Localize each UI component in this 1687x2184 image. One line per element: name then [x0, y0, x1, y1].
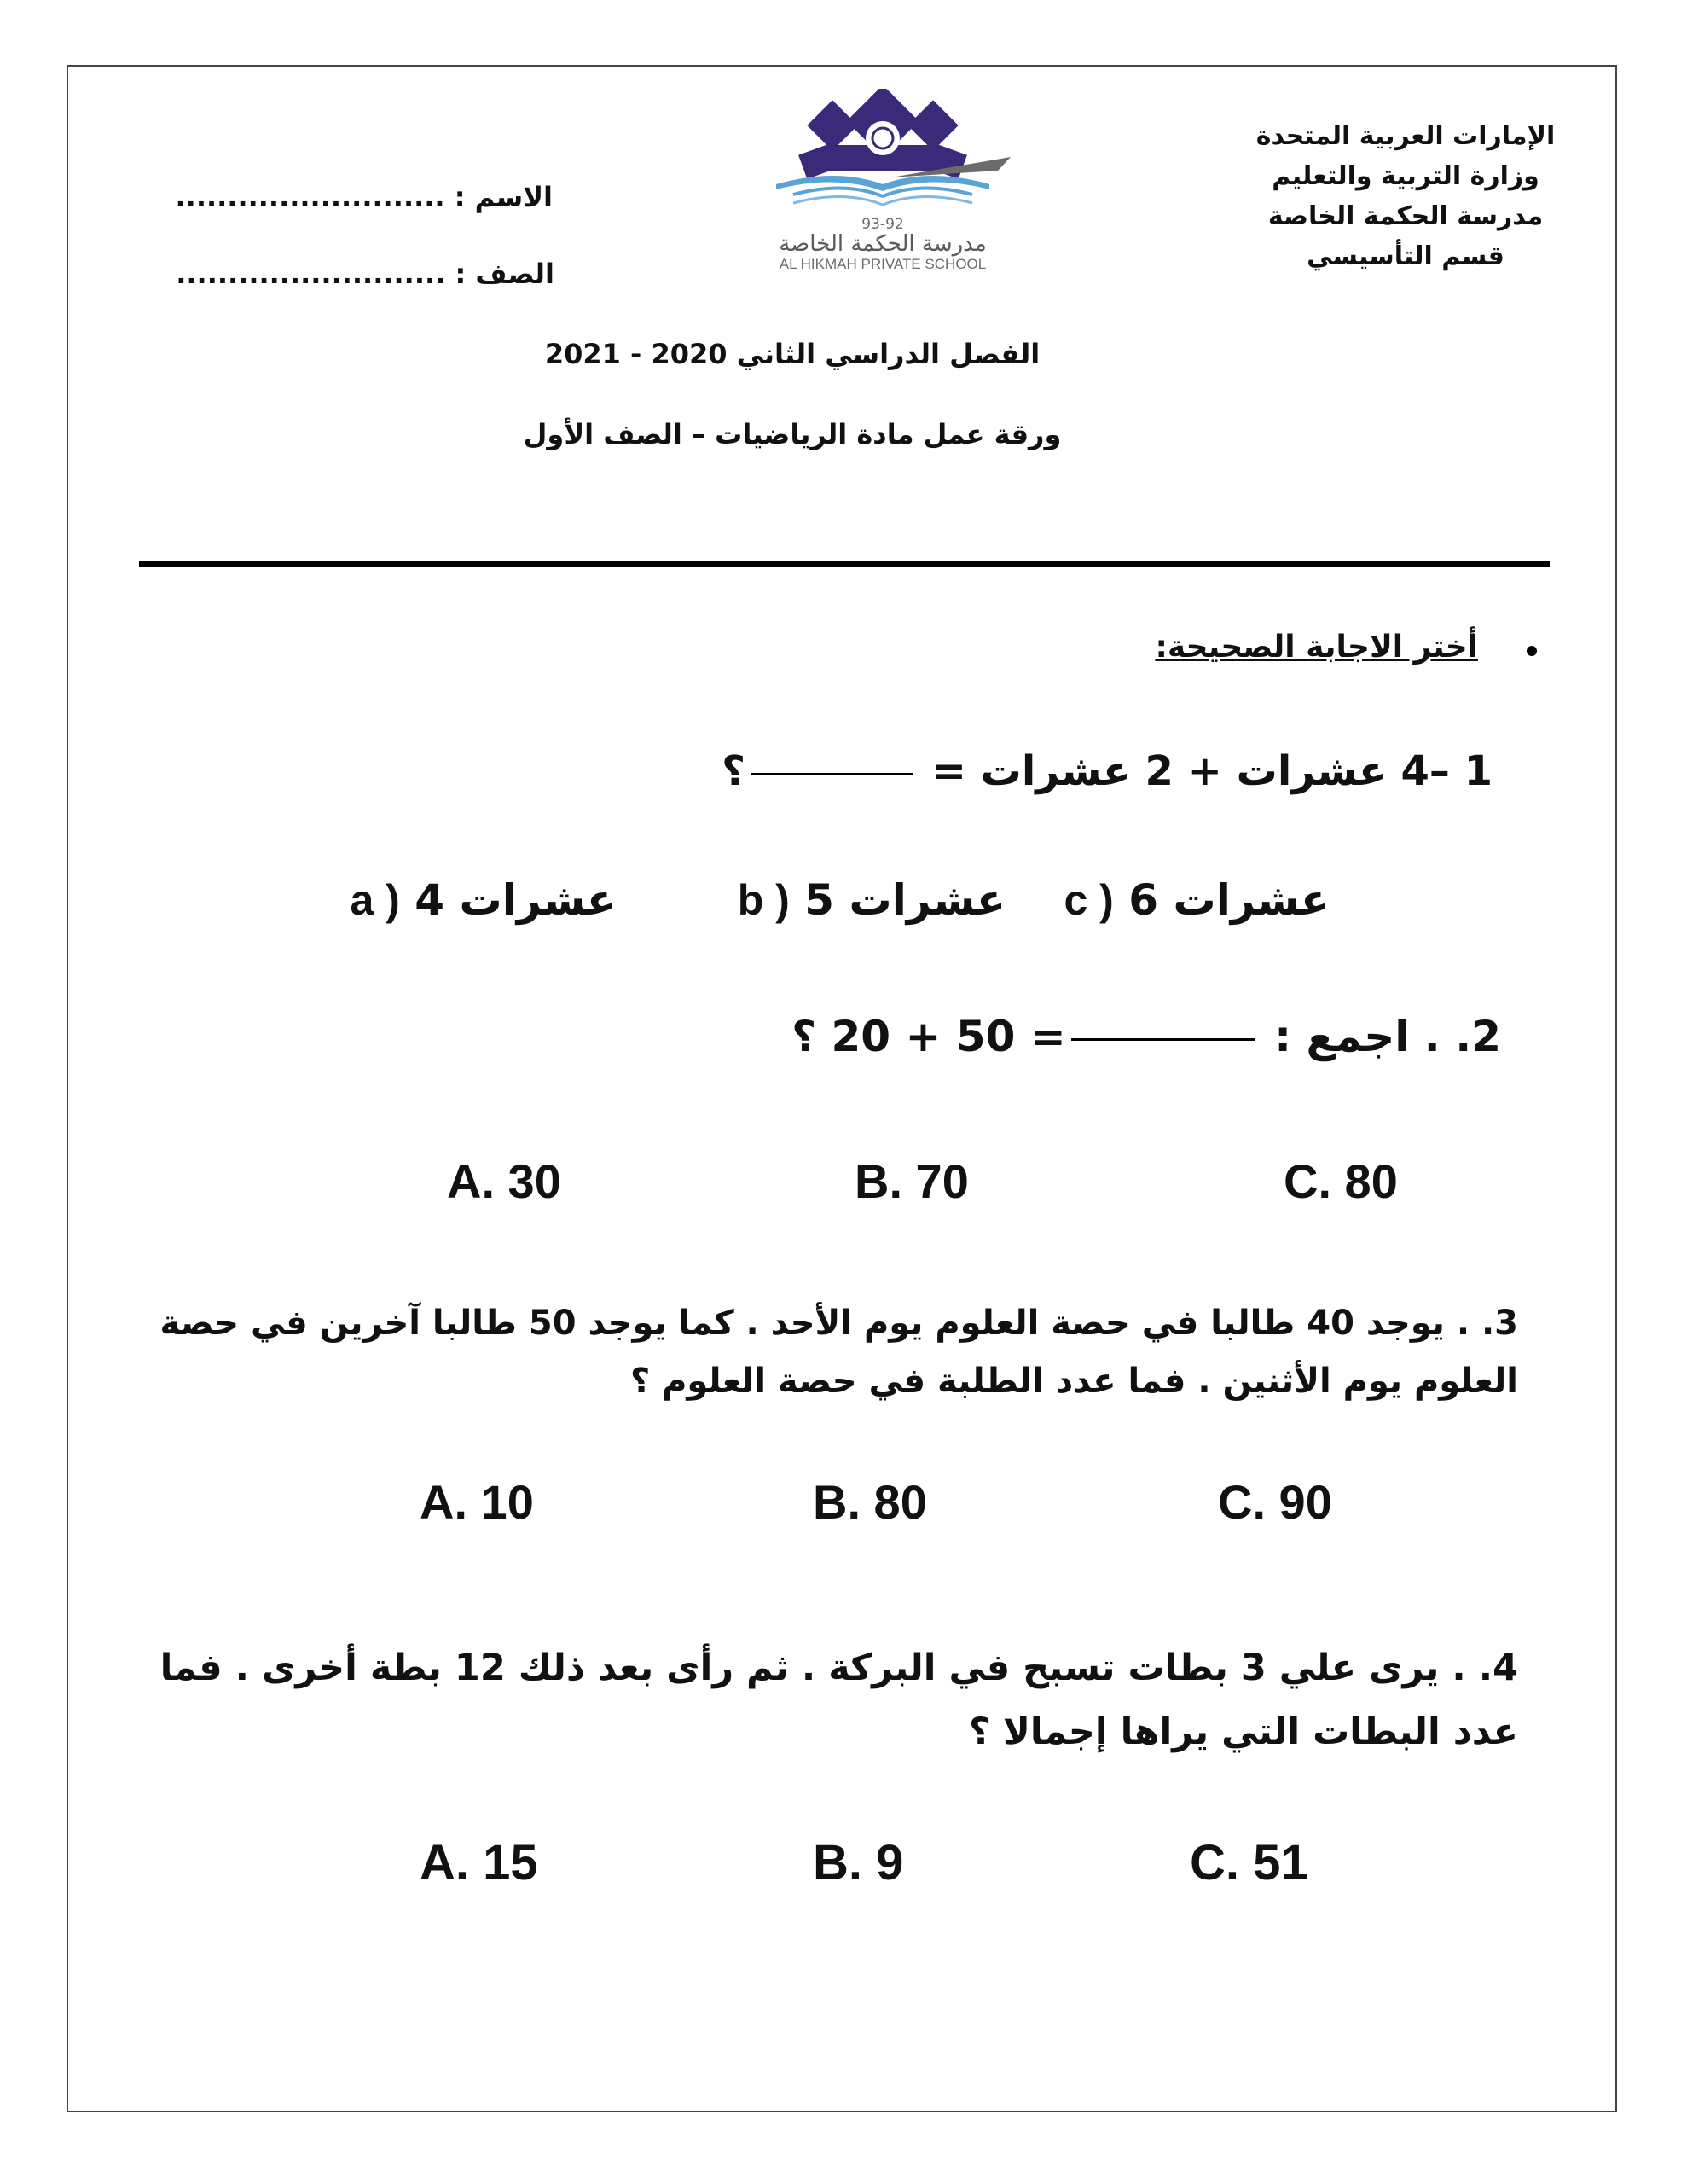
q1-blank	[751, 773, 913, 775]
question-1	[722, 747, 1493, 795]
q3-line-1: 3. . يوجد 40 طالبا في حصة العلوم يوم الأحد . كما يوجد 50 طالبا آخرين في حصة	[159, 1304, 1518, 1343]
name-dots: ..........................	[175, 181, 445, 213]
ministry-line: وزارة التربية والتعليم	[1272, 161, 1539, 191]
q1-option-a-letter: a )	[350, 876, 400, 924]
country-line: الإمارات العربية المتحدة	[1255, 121, 1556, 151]
q2-blank	[1071, 1038, 1255, 1041]
logo-year: 93-92	[861, 216, 904, 233]
q3-option-b[interactable]: B. 80	[813, 1475, 927, 1529]
semester-title: الفصل الدراسي الثاني 2020 - 2021	[544, 338, 1041, 370]
q1-option-b[interactable]	[738, 875, 1017, 925]
name-field[interactable]	[176, 181, 554, 213]
q2-option-c[interactable]: C. 80	[1284, 1154, 1398, 1208]
q4-line-2: عدد البطات التي يراها إجمالا ؟	[968, 1711, 1518, 1753]
page-border	[67, 65, 1617, 2112]
q4-option-b[interactable]: B. 9	[813, 1835, 904, 1891]
q3-line-2: العلوم يوم الأثنين . فما عدد الطلبة في حصة العلوم ؟	[629, 1362, 1518, 1401]
q1-option-b-text: 5 عشرات	[804, 875, 1006, 925]
q1-option-c-letter: c )	[1064, 876, 1114, 924]
school-header	[1252, 116, 1559, 276]
worksheet-title: ورقة عمل مادة الرياضيات – الصف الأول	[523, 418, 1062, 450]
q1-option-b-letter: b )	[737, 876, 790, 924]
q2-option-a[interactable]: A. 30	[447, 1154, 561, 1208]
q3-option-c[interactable]: C. 90	[1218, 1475, 1332, 1529]
class-dots: ..........................	[176, 258, 446, 290]
q1-stem: 1 –4 عشرات + 2 عشرات =	[918, 747, 1493, 795]
q1-option-a-text: 4 عشرات	[415, 875, 616, 925]
q1-question-mark: ؟	[722, 747, 745, 795]
name-label: الاسم :	[454, 181, 553, 213]
logo-english-name: AL HIKMAH PRIVATE SCHOOL	[779, 256, 987, 272]
class-label: الصف :	[455, 258, 554, 290]
question-2	[791, 1012, 1501, 1061]
q4-option-c[interactable]: C. 51	[1190, 1835, 1308, 1891]
q1-option-a[interactable]	[350, 875, 628, 925]
logo-arabic-name: مدرسة الحكمة الخاصة	[779, 231, 987, 257]
q2-option-b[interactable]: B. 70	[855, 1154, 969, 1208]
bullet-icon	[1527, 646, 1537, 656]
school-line: مدرسة الحكمة الخاصة	[1267, 201, 1544, 231]
q3-option-a[interactable]: A. 10	[420, 1475, 534, 1529]
header-divider	[139, 561, 1550, 567]
q4-line-1: 4. . يرى علي 3 بطات تسبح في البركة . ثم رأى بعد ذلك 12 بطة أخرى . فما	[159, 1647, 1518, 1689]
q4-option-a[interactable]: A. 15	[420, 1835, 538, 1891]
instruction: أختر الاجابة الصحيحة:	[1155, 630, 1478, 665]
q1-option-c[interactable]	[1064, 875, 1342, 925]
q2-stem: 2. . اجمع :	[1259, 1012, 1501, 1061]
q1-option-c-text: 6 عشرات	[1128, 875, 1330, 925]
logo-emblem-icon	[742, 89, 1023, 217]
department-line: قسم التأسيسي	[1307, 241, 1504, 271]
class-field[interactable]	[176, 258, 554, 290]
q2-equation: = 50 + 20 ؟	[791, 1012, 1066, 1061]
